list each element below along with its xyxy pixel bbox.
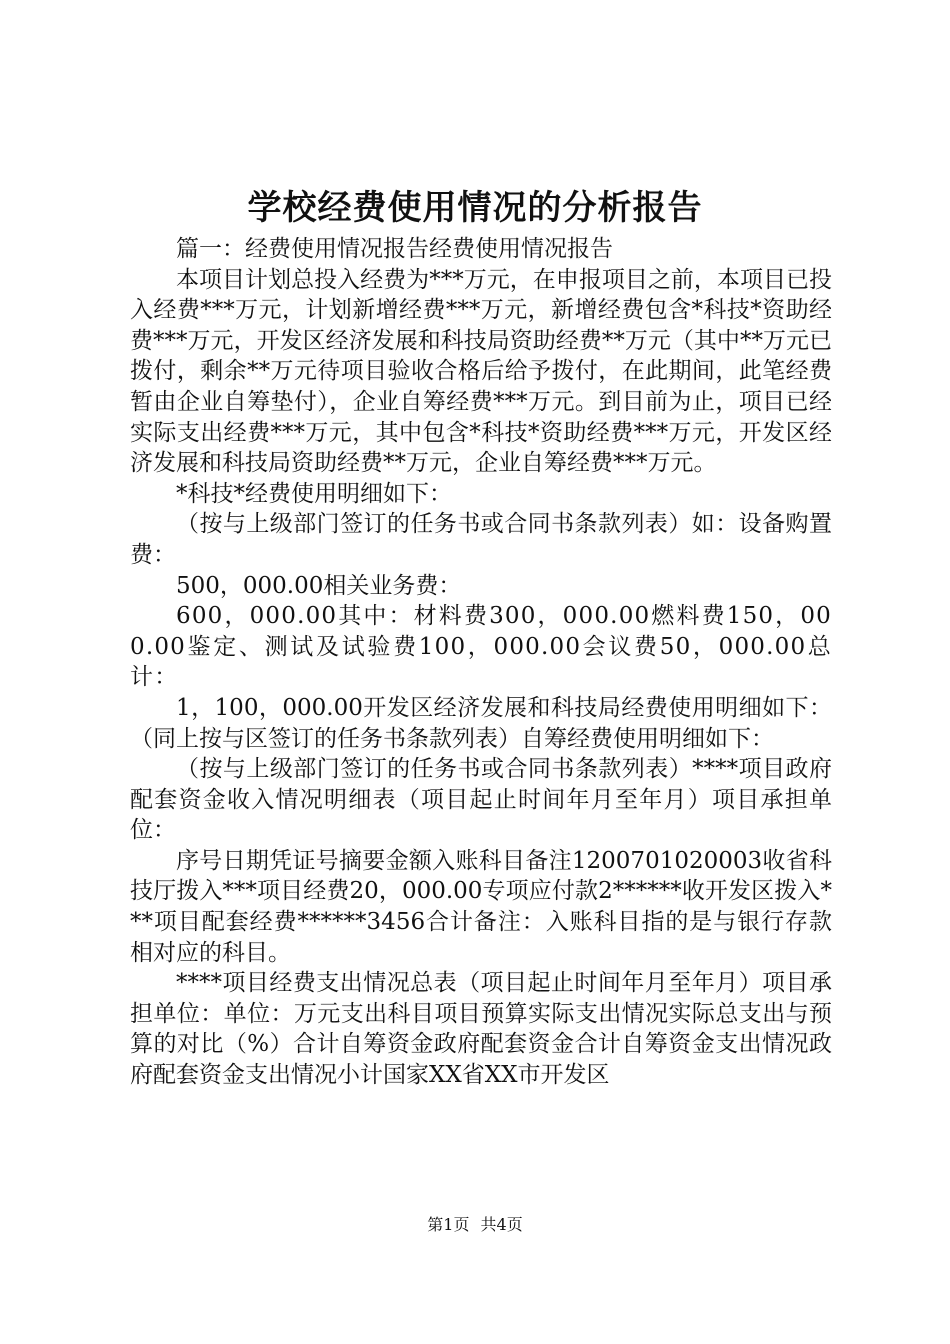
paragraph-tech-detail-heading: *科技*经费使用明细如下： bbox=[176, 480, 452, 507]
paragraph-business-cost: 500，000.00相关业务费： bbox=[176, 572, 462, 599]
paragraph-expense-summary: ****项目经费支出情况总表（项目起止时间年月至年月）项目承担单位：单位：万元支出科目项目预算实际支出情况实际总支出与预算的对比（%）合计自筹资金政府配套资金合计自筹资金支出情况政府配套资金支出情况小计国家XX省XX市开发区 bbox=[130, 970, 832, 1089]
paragraph-equipment-cost: （按与上级部门签订的任务书或合同书条款列表）如：设备购置费： bbox=[130, 511, 832, 568]
page-number: 第1页 bbox=[427, 1215, 470, 1234]
document-body bbox=[130, 234, 832, 1091]
page-total: 共4页 bbox=[480, 1215, 523, 1234]
paragraph-income-table-content: 序号日期凭证号摘要金额入账科目备注1200701020003收省科技厅拨入***项目经费20，000.00专项应付款2******收开发区拨入***项目配套经费******3456合计备注：入账科目指的是与银行存款相对应的科目。 bbox=[130, 847, 832, 966]
paragraph-district-detail: 1，100，000.00开发区经济发展和科技局经费使用明细如下：（同上按与区签订的任务书条款列表）自筹经费使用明细如下： bbox=[130, 694, 832, 752]
page-footer bbox=[0, 1214, 950, 1236]
paragraph-funding-overview: 本项目计划总投入经费为***万元，在申报项目之前，本项目已投入经费***万元，计划新增经费***万元，新增经费包含*科技*资助经费***万元，开发区经济发展和科技局资助经费**万元（其中**万元已拨付，剩余**万元待项目验收合格后给予拨付，在此期间，此笔经费暂由企业自筹垫付），企业自筹经费***万元。到目前为止，项目已经实际支出经费***万元，其中包含*科技*资助经费***万元，开发区经济发展和科技局资助经费**万元，企业自筹经费***万元。 bbox=[130, 266, 832, 477]
section-heading: 篇一：经费使用情况报告经费使用情况报告 bbox=[176, 236, 613, 262]
document-title: 学校经费使用情况的分析报告 bbox=[247, 188, 703, 228]
paragraph-income-table-heading: （按与上级部门签订的任务书或合同书条款列表）****项目政府配套资金收入情况明细表（项目起止时间年月至年月）项目承担单位： bbox=[130, 756, 832, 844]
paragraph-cost-breakdown: 600，000.00其中：材料费300，000.00燃料费150，000.00鉴定、测试及试验费100，000.00会议费50，000.00总计： bbox=[130, 603, 832, 691]
